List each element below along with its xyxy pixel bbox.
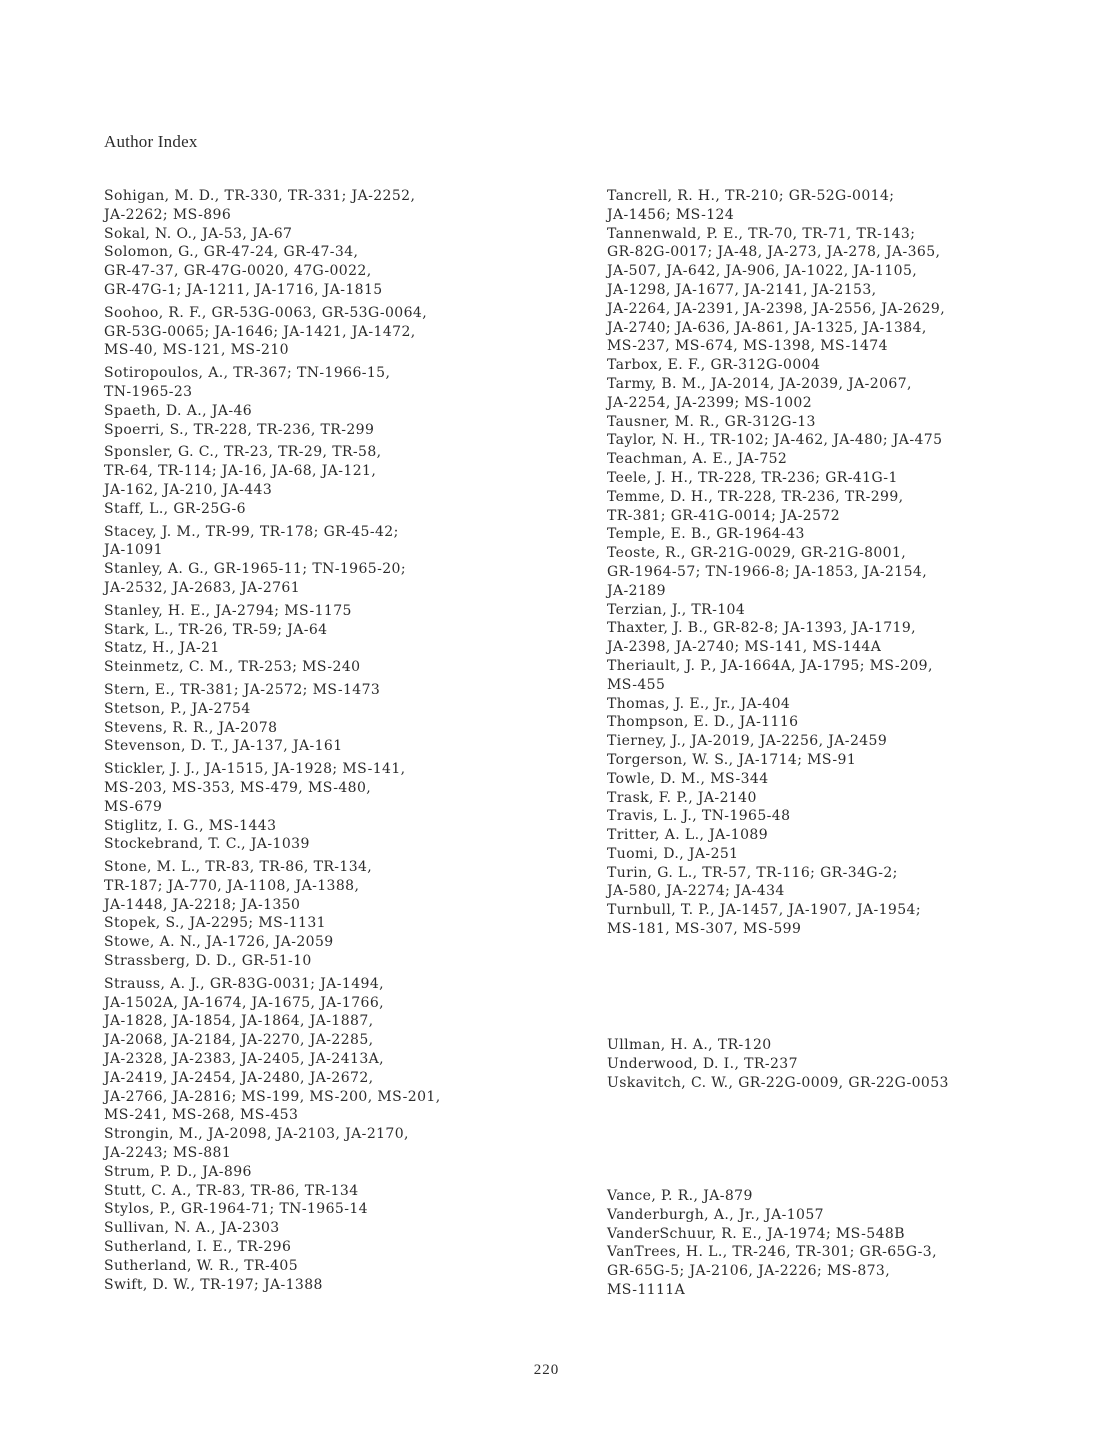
index-entry-line: Turnbull, T. P., JA-1457, JA-1907, JA-1954;: [607, 902, 921, 919]
index-entry: [607, 488, 1087, 526]
index-entry-line: JA-2328, JA-2383, JA-2405, JA-2413A,: [104, 1051, 384, 1068]
index-entry-line: Sohigan, M. D., TR-330, TR-331; JA-2252,: [104, 188, 416, 204]
index-entry-line: Stevenson, D. T., JA-137, JA-161: [104, 738, 343, 755]
index-entry-line: Teachman, A. E., JA-752: [607, 451, 788, 468]
index-entry-line: JA-2262; MS-896: [104, 206, 232, 223]
index-entry: [104, 760, 574, 816]
index-entry-line: TR-187; JA-770, JA-1108, JA-1388,: [104, 877, 360, 894]
right-column-v: [607, 1187, 1087, 1300]
index-entry-line: Uskavitch, C. W., GR-22G-0009, GR-22G-0053: [607, 1074, 949, 1091]
index-entry-line: TN-1965-23: [104, 383, 193, 400]
index-entry-line: JA-162, JA-210, JA-443: [104, 481, 273, 498]
index-entry-line: JA-2419, JA-2454, JA-2480, JA-2672,: [104, 1069, 374, 1086]
index-entry-line: Stutt, C. A., TR-83, TR-86, TR-134: [104, 1182, 359, 1199]
index-entry-line: Taylor, N. H., TR-102; JA-462, JA-480; JA-475: [607, 432, 943, 449]
index-entry: [104, 304, 574, 360]
index-entry: [104, 500, 574, 519]
index-entry-line: Towle, D. M., MS-344: [607, 770, 769, 787]
index-entry: [607, 751, 1087, 770]
index-entry: [607, 1225, 1087, 1244]
index-entry-line: Stickler, J. J., JA-1515, JA-1928; MS-141,: [104, 761, 406, 778]
index-entry: [104, 719, 574, 738]
index-entry-line: Sutherland, I. E., TR-296: [104, 1239, 292, 1256]
index-entry-line: Stylos, P., GR-1964-71; TN-1965-14: [104, 1201, 368, 1218]
index-entry: [104, 602, 574, 621]
index-entry-line: JA-2243; MS-881: [104, 1145, 232, 1162]
index-entry-line: Travis, L. J., TN-1965-48: [607, 808, 791, 825]
index-entry-line: GR-47-37, GR-47G-0020, 47G-0022,: [104, 263, 372, 280]
index-entry: [607, 187, 1087, 225]
index-entry: [104, 817, 574, 836]
index-entry: [104, 1257, 574, 1276]
index-entry-line: Tarmy, B. M., JA-2014, JA-2039, JA-2067,: [607, 375, 912, 392]
index-entry-line: Theriault, J. P., JA-1664A, JA-1795; MS-209,: [607, 657, 933, 674]
index-entry-line: Ullman, H. A., TR-120: [607, 1037, 772, 1053]
index-entry: [104, 639, 574, 658]
index-entry-line: Teele, J. H., TR-228, TR-236; GR-41G-1: [607, 469, 898, 486]
index-entry-line: JA-1091: [104, 542, 163, 559]
index-entry-line: MS-455: [607, 676, 666, 693]
index-entry: [607, 225, 1087, 357]
index-entry-line: Stiglitz, I. G., MS-1443: [104, 817, 277, 834]
right-column-u: [607, 1036, 1087, 1092]
index-entry: [104, 1276, 574, 1295]
index-entry: [104, 681, 574, 700]
index-entry-line: Sponsler, G. C., TR-23, TR-29, TR-58,: [104, 444, 382, 461]
index-entry-line: JA-1828, JA-1854, JA-1864, JA-1887,: [104, 1013, 374, 1030]
index-entry-line: VanTrees, H. L., TR-246, TR-301; GR-65G-3,: [607, 1244, 937, 1261]
index-entry-line: Stacey, J. M., TR-99, TR-178; GR-45-42;: [104, 523, 399, 540]
index-entry-line: Tritter, A. L., JA-1089: [607, 827, 769, 844]
index-entry: [104, 621, 574, 640]
index-entry-line: Stetson, P., JA-2754: [104, 700, 251, 717]
index-entry-line: Soohoo, R. F., GR-53G-0063, GR-53G-0064,: [104, 304, 428, 321]
index-entry-line: GR-53G-0065; JA-1646; JA-1421, JA-1472,: [104, 323, 416, 340]
index-entry-line: GR-65G-5; JA-2106, JA-2226; MS-873,: [607, 1263, 891, 1280]
index-entry-line: Teoste, R., GR-21G-0029, GR-21G-8001,: [607, 545, 907, 562]
index-entry-line: Tierney, J., JA-2019, JA-2256, JA-2459: [607, 733, 888, 750]
index-entry-line: GR-82G-0017; JA-48, JA-273, JA-278, JA-365,: [607, 244, 941, 261]
index-entry-line: Temme, D. H., TR-228, TR-236, TR-299,: [607, 488, 904, 505]
index-entry: [607, 1187, 1087, 1206]
index-entry-line: JA-2766, JA-2816; MS-199, MS-200, MS-201,: [104, 1088, 441, 1105]
index-entry: [104, 858, 574, 914]
right-column-t: [607, 187, 1087, 939]
index-entry: [607, 657, 1087, 695]
index-entry-line: Stockebrand, T. C., JA-1039: [104, 836, 310, 853]
index-entry: [104, 443, 574, 499]
index-entry-line: JA-580, JA-2274; JA-434: [607, 883, 785, 900]
index-entry-line: Strauss, A. J., GR-83G-0031; JA-1494,: [104, 975, 384, 992]
index-entry-line: Tancrell, R. H., TR-210; GR-52G-0014;: [607, 188, 895, 204]
index-entry: [607, 450, 1087, 469]
index-entry: [607, 1055, 1087, 1074]
index-entry-line: Spaeth, D. A., JA-46: [104, 402, 253, 419]
index-entry-line: Sokal, N. O., JA-53, JA-67: [104, 225, 293, 242]
index-entry-line: Solomon, G., GR-47-24, GR-47-34,: [104, 244, 359, 261]
index-entry-line: JA-1448, JA-2218; JA-1350: [104, 896, 301, 913]
index-entry-line: JA-2532, JA-2683, JA-2761: [104, 579, 301, 596]
index-entry-line: Torgerson, W. S., JA-1714; MS-91: [607, 751, 857, 768]
index-entry-line: MS-237, MS-674, MS-1398, MS-1474: [607, 338, 888, 355]
index-entry: [607, 901, 1087, 939]
index-entry: [607, 469, 1087, 488]
index-entry-line: Strum, P. D., JA-896: [104, 1163, 252, 1180]
index-entry: [104, 1219, 574, 1238]
index-entry: [607, 713, 1087, 732]
index-entry-line: Tausner, M. R., GR-312G-13: [607, 413, 816, 430]
index-entry: [104, 914, 574, 933]
index-entry: [607, 732, 1087, 751]
index-entry: [104, 560, 574, 598]
index-entry-line: MS-679: [104, 798, 163, 815]
index-entry: [104, 187, 574, 225]
index-entry-line: Stark, L., TR-26, TR-59; JA-64: [104, 621, 328, 638]
index-entry: [104, 975, 574, 1125]
index-entry: [607, 826, 1087, 845]
index-entry: [607, 864, 1087, 902]
index-entry: [607, 356, 1087, 375]
index-entry-line: Thaxter, J. B., GR-82-8; JA-1393, JA-1719,: [607, 620, 917, 637]
index-entry-line: Swift, D. W., TR-197; JA-1388: [104, 1276, 323, 1293]
index-entry-line: MS-1111A: [607, 1281, 686, 1298]
index-entry: [607, 413, 1087, 432]
index-entry-line: JA-1298, JA-1677, JA-2141, JA-2153,: [607, 281, 877, 298]
index-entry: [607, 375, 1087, 413]
index-entry-line: MS-203, MS-353, MS-479, MS-480,: [104, 779, 372, 796]
index-entry-line: Stanley, H. E., JA-2794; MS-1175: [104, 602, 352, 619]
index-entry-line: Stevens, R. R., JA-2078: [104, 719, 278, 736]
index-entry: [104, 700, 574, 719]
index-entry: [607, 695, 1087, 714]
index-entry: [607, 431, 1087, 450]
index-entry-line: GR-1964-57; TN-1966-8; JA-1853, JA-2154,: [607, 563, 928, 580]
index-entry: [104, 1200, 574, 1219]
index-entry: [607, 1243, 1087, 1299]
index-entry: [104, 1125, 574, 1163]
index-entry: [104, 421, 574, 440]
index-entry-line: Underwood, D. I., TR-237: [607, 1055, 798, 1072]
index-entry-line: GR-47G-1; JA-1211, JA-1716, JA-1815: [104, 281, 383, 298]
index-entry: [104, 1182, 574, 1201]
index-entry-line: JA-2068, JA-2184, JA-2270, JA-2285,: [104, 1032, 374, 1049]
index-entry-line: MS-181, MS-307, MS-599: [607, 921, 802, 938]
index-entry-line: JA-507, JA-642, JA-906, JA-1022, JA-1105,: [607, 263, 918, 280]
index-entry: [104, 1238, 574, 1257]
index-entry-line: Stern, E., TR-381; JA-2572; MS-1473: [104, 681, 381, 698]
index-entry-line: Tarbox, E. F., GR-312G-0004: [607, 357, 821, 374]
index-entry-line: Steinmetz, C. M., TR-253; MS-240: [104, 659, 361, 676]
index-entry-line: JA-2254, JA-2399; MS-1002: [607, 394, 813, 411]
index-entry: [607, 544, 1087, 600]
index-entry-line: Trask, F. P., JA-2140: [607, 789, 757, 806]
index-entry-line: MS-40, MS-121, MS-210: [104, 342, 289, 359]
index-entry: [607, 525, 1087, 544]
index-entry-line: Thomas, J. E., Jr., JA-404: [607, 695, 791, 712]
index-entry-line: Temple, E. B., GR-1964-43: [607, 526, 805, 543]
index-entry: [607, 1206, 1087, 1225]
index-entry: [104, 835, 574, 854]
index-entry-line: Statz, H., JA-21: [104, 640, 220, 657]
index-entry: [104, 523, 574, 561]
index-entry: [104, 364, 574, 402]
index-entry-line: MS-241, MS-268, MS-453: [104, 1107, 299, 1124]
index-entry: [607, 845, 1087, 864]
index-entry-line: TR-64, TR-114; JA-16, JA-68, JA-121,: [104, 463, 377, 480]
page-title: Author Index: [104, 132, 198, 151]
index-entry: [104, 225, 574, 244]
index-entry: [607, 1074, 1087, 1093]
index-entry: [104, 243, 574, 299]
index-entry: [607, 807, 1087, 826]
index-entry-line: JA-1456; MS-124: [607, 206, 735, 223]
left-column: [104, 187, 574, 1294]
index-entry-line: JA-2398, JA-2740; MS-141, MS-144A: [607, 639, 882, 656]
index-entry: [104, 658, 574, 677]
index-entry: [104, 952, 574, 971]
index-entry-line: TR-381; GR-41G-0014; JA-2572: [607, 507, 841, 524]
index-entry-line: Sullivan, N. A., JA-2303: [104, 1220, 280, 1237]
index-entry-line: Thompson, E. D., JA-1116: [607, 714, 799, 731]
index-entry-line: VanderSchuur, R. E., JA-1974; MS-548B: [607, 1225, 905, 1242]
index-entry: [607, 601, 1087, 620]
index-entry-line: Strongin, M., JA-2098, JA-2103, JA-2170,: [104, 1126, 409, 1143]
index-entry-line: Sotiropoulos, A., TR-367; TN-1966-15,: [104, 365, 391, 382]
index-entry-line: Tannenwald, P. E., TR-70, TR-71, TR-143;: [607, 225, 916, 242]
index-entry-line: JA-2740; JA-636, JA-861, JA-1325, JA-1384,: [607, 319, 927, 336]
page-number: 220: [533, 1362, 560, 1378]
index-entry: [104, 402, 574, 421]
index-entry-line: Stone, M. L., TR-83, TR-86, TR-134,: [104, 859, 373, 876]
index-entry: [607, 1036, 1087, 1055]
index-entry: [104, 933, 574, 952]
index-entry-line: Stanley, A. G., GR-1965-11; TN-1965-20;: [104, 561, 406, 578]
index-entry-line: JA-1502A, JA-1674, JA-1675, JA-1766,: [104, 994, 384, 1011]
index-entry-line: Spoerri, S., TR-228, TR-236, TR-299: [104, 421, 375, 438]
index-entry-line: Turin, G. L., TR-57, TR-116; GR-34G-2;: [607, 864, 898, 881]
index-entry-line: Sutherland, W. R., TR-405: [104, 1257, 298, 1274]
index-entry-line: Vance, P. R., JA-879: [607, 1188, 753, 1204]
index-entry-line: JA-2189: [607, 582, 666, 599]
index-entry: [607, 619, 1087, 657]
index-entry: [607, 789, 1087, 808]
index-entry: [104, 737, 574, 756]
index-entry-line: Terzian, J., TR-104: [607, 601, 746, 618]
index-entry: [104, 1163, 574, 1182]
index-entry-line: JA-2264, JA-2391, JA-2398, JA-2556, JA-2629,: [607, 300, 946, 317]
index-entry-line: Vanderburgh, A., Jr., JA-1057: [607, 1206, 824, 1223]
index-entry-line: Stowe, A. N., JA-1726, JA-2059: [104, 934, 334, 951]
index-entry: [607, 770, 1087, 789]
index-entry-line: Stopek, S., JA-2295; MS-1131: [104, 915, 326, 932]
index-entry-line: Strassberg, D. D., GR-51-10: [104, 953, 312, 970]
index-entry-line: Staff, L., GR-25G-6: [104, 500, 246, 517]
index-entry-line: Tuomi, D., JA-251: [607, 845, 739, 862]
